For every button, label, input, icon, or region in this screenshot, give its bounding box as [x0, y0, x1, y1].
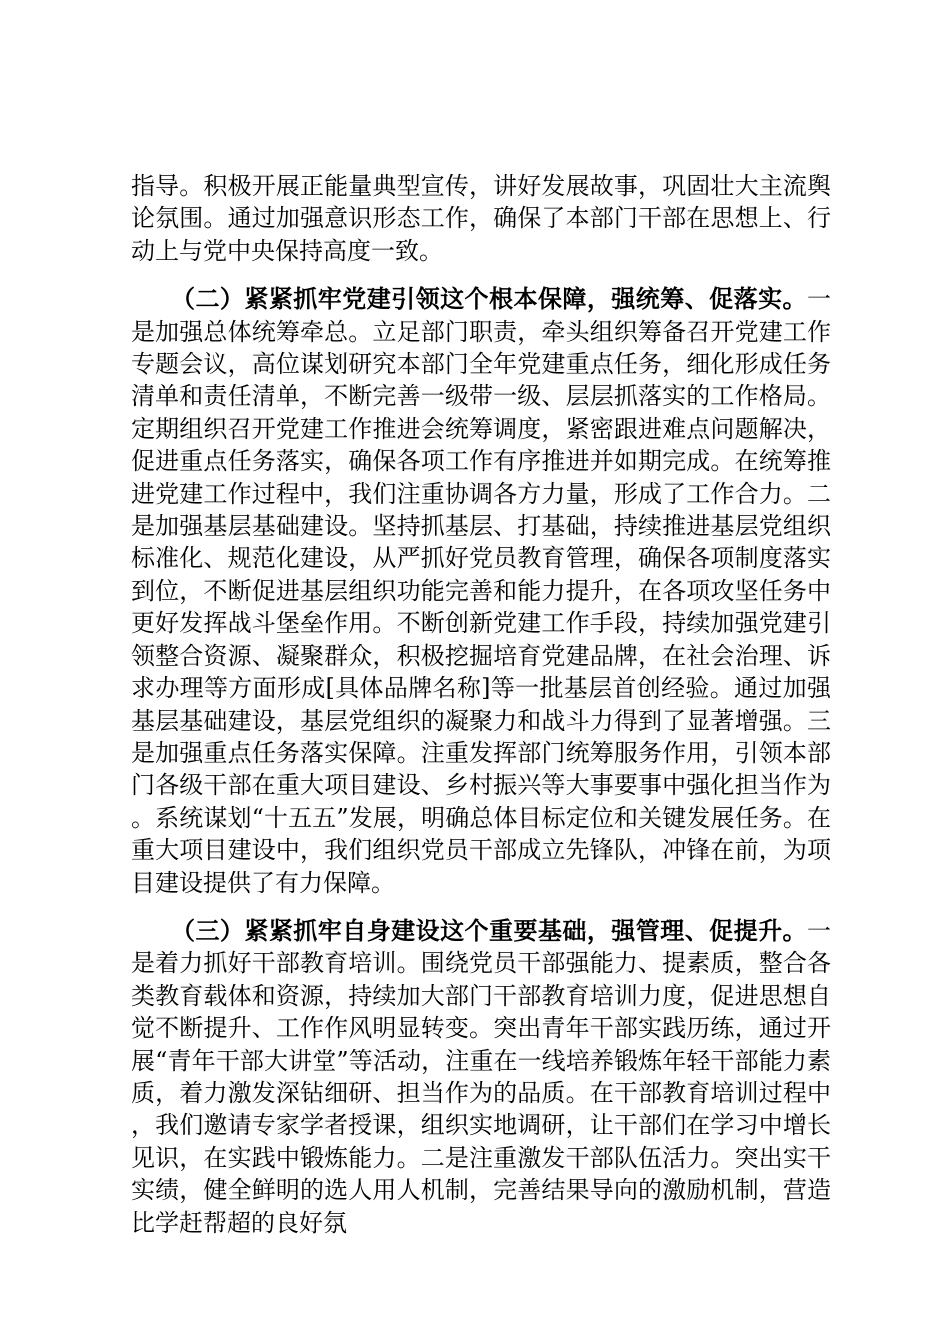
document-page: [131, 170, 831, 1239]
section-2: [131, 283, 831, 899]
section-2-heading: （二）紧紧抓牢党建引领这个根本保障，强统筹、促落实。: [171, 285, 807, 314]
paragraph-intro: [131, 170, 831, 267]
section-3: [131, 915, 831, 1239]
section-3-body: 一是着力抓好干部教育培训。围绕党员干部强能力、提素质，整合各类教育载体和资源，持续加大部门干部教育培训力度，促进思想自觉不断提升、工作作风明显转变。突出青年干部实践历练，通过开展“青年干部大讲堂”等活动，注重在一线培养锻炼年轻干部能力素质，着力激发深钻细研、担当作为的品质。在干部教育培训过程中，我们邀请专家学者授课，组织实地调研，让干部们在学习中增长见识，在实践中锻炼能力。二是注重激发干部队伍活力。突出实干实绩，健全鲜明的选人用人机制，完善结果导向的激励机制，营造比学赶帮超的良好氛: [131, 916, 831, 1237]
section-2-body: 一是加强总体统筹牵总。立足部门职责，牵头组织筹备召开党建工作专题会议，高位谋划研究本部门全年党建重点任务，细化形成任务清单和责任清单，不断完善一级带一级、层层抓落实的工作格局。定期组织召开党建工作推进会统筹调度，紧密跟进难点问题解决，促进重点任务落实，确保各项工作有序推进并如期完成。在统筹推进党建工作过程中，我们注重协调各方力量，形成了工作合力。二是加强基层基础建设。坚持抓基层、打基础，持续推进基层党组织标准化、规范化建设，从严抓好党员教育管理，确保各项制度落实到位，不断促进基层组织功能完善和能力提升，在各项攻坚任务中更好发挥战斗堡垒作用。不断创新党建工作手段，持续加强党建引领整合资源、凝聚群众，积极挖掘培育党建品牌，在社会治理、诉求办理等方面形成[具体品牌名称]等一批基层首创经验。通过加强基层基础建设，基层党组织的凝聚力和战斗力得到了显著增强。三是加强重点任务落实保障。注重发挥部门统筹服务作用，引领本部门各级干部在重大项目建设、乡村振兴等大事要事中强化担当作为。系统谋划“十五五”发展，明确总体目标定位和关键发展任务。在重大项目建设中，我们组织党员干部成立先锋队，冲锋在前，为项目建设提供了有力保障。: [131, 285, 831, 897]
section-3-heading: （三）紧紧抓牢自身建设这个重要基础，强管理、促提升。: [171, 916, 807, 945]
paragraph-intro-text: 指导。积极开展正能量典型宣传，讲好发展故事，巩固壮大主流舆论氛围。通过加强意识形态工作，确保了本部门干部在思想上、行动上与党中央保持高度一致。: [131, 172, 831, 265]
